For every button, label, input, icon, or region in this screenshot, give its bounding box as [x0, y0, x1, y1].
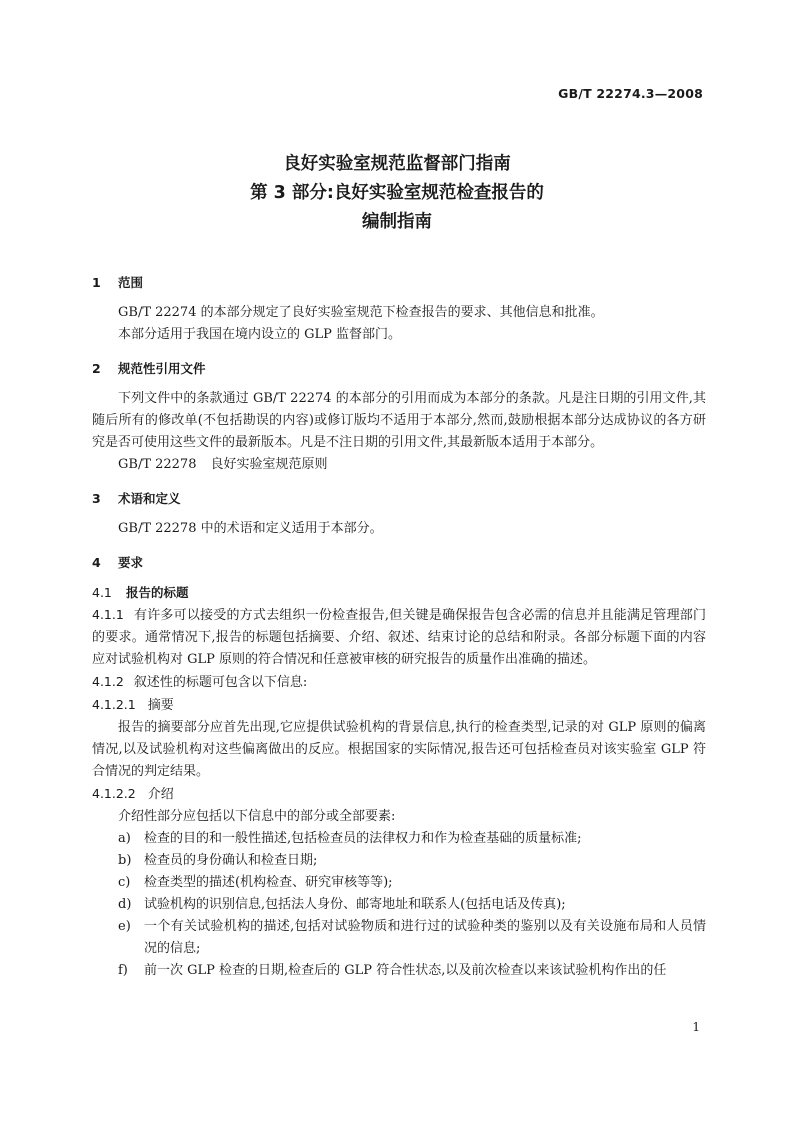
requirements-list: [92, 828, 706, 982]
list-item: [92, 894, 706, 916]
section-number: 3: [92, 491, 101, 506]
list-text: 一个有关试验机构的描述,包括对试验物质和进行过的试验种类的鉴别以及有关设施布局和人员情况的信息;: [144, 919, 706, 956]
list-item: [92, 828, 706, 850]
clause-number: 4.1.2.2: [92, 786, 136, 801]
list-item: [92, 960, 706, 982]
reference-title: 良好实验室规范原则: [210, 457, 328, 472]
section-title: 范围: [118, 275, 144, 290]
paragraph: GB/T 22278 中的术语和定义适用于本部分。: [118, 521, 383, 536]
clause-text: 叙述性的标题可包含以下信息:: [133, 675, 308, 690]
paragraph: 介绍性部分应包括以下信息中的部分或全部要素:: [118, 809, 396, 824]
section-title: 术语和定义: [118, 491, 181, 506]
section-4-heading: [92, 552, 706, 574]
section-number: 2: [92, 361, 101, 376]
list-item: [92, 872, 706, 894]
section-2-heading: [92, 358, 706, 380]
reference-code: GB/T 22278: [118, 457, 197, 472]
clause-4-1-1: [92, 604, 706, 671]
list-text: 前一次 GLP 检查的日期,检查后的 GLP 符合性状态,以及前次检查以来该试验机构作出的任: [144, 963, 667, 978]
list-text: 检查员的身份确认和检查日期;: [144, 853, 318, 868]
list-item: [92, 916, 706, 960]
list-marker: e): [118, 919, 131, 934]
clause-4-1-2-1-heading: [92, 694, 706, 717]
page-number: 1: [692, 1020, 700, 1034]
list-text: 检查类型的描述(机构检查、研究审核等等);: [144, 875, 393, 890]
section-number: 4: [92, 555, 101, 570]
subsection-number: 4.1: [92, 585, 112, 600]
list-marker: c): [118, 875, 131, 890]
list-marker: a): [118, 831, 131, 846]
list-item: [92, 850, 706, 872]
clause-title: 介绍: [147, 787, 174, 802]
clause-number: 4.1.1: [92, 607, 124, 622]
section-title: 要求: [118, 555, 144, 570]
list-marker: d): [118, 897, 132, 912]
paragraph: 下列文件中的条款通过 GB/T 22274 的本部分的引用而成为本部分的条款。凡是注日期的引用文件,其随后所有的修改单(不包括勘误的内容)或修订版均不适用于本部分,然而,鼓励根据本部分达成协议的各方研究是否可使用这些文件的最新版本。凡是不注日期的引用文件,其最新版本适用于本部分。: [92, 391, 706, 450]
document-title: [0, 150, 794, 237]
normative-reference: [92, 454, 706, 476]
title-line-3: 编制指南: [362, 212, 432, 232]
standard-number: GB/T 22274.3—2008: [558, 86, 703, 101]
subsection-4-1-heading: [92, 582, 706, 604]
list-marker: b): [118, 853, 132, 868]
title-line-1: 良好实验室规范监督部门指南: [283, 154, 511, 174]
section-title: 规范性引用文件: [118, 361, 206, 376]
clause-4-1-2-2-heading: [92, 783, 706, 806]
document-body: [92, 272, 706, 982]
section-3-heading: [92, 488, 706, 510]
section-1-heading: [92, 272, 706, 294]
list-marker: f): [118, 963, 128, 978]
subsection-title: 报告的标题: [126, 585, 189, 600]
clause-text: 有许多可以接受的方式去组织一份检查报告,但关键是确保报告包含必需的信息并且能满足管理部门的要求。通常情况下,报告的标题包括摘要、介绍、叙述、结束讨论的总结和附录。各部分标题下面的内容应对试验机构对 GLP 原则的符合情况和任意被审核的研究报告的质量作出准确的描述。: [92, 608, 706, 667]
section-number: 1: [92, 275, 101, 290]
title-line-2: 第 3 部分:良好实验室规范检查报告的: [250, 183, 544, 203]
list-text: 试验机构的识别信息,包括法人身份、邮寄地址和联系人(包括电话及传真);: [144, 897, 566, 912]
clause-title: 摘要: [147, 698, 174, 713]
clause-number: 4.1.2: [92, 674, 124, 689]
clause-4-1-2: [92, 671, 706, 694]
paragraph: GB/T 22274 的本部分规定了良好实验室规范下检查报告的要求、其他信息和批准。: [118, 305, 604, 320]
paragraph: 报告的摘要部分应首先出现,它应提供试验机构的背景信息,执行的检查类型,记录的对 GLP 原则的偏离情况,以及试验机构对这些偏离做出的反应。根据国家的实际情况,报告还可包括检查员对该实验室 GLP 符合情况的判定结果。: [92, 720, 706, 779]
paragraph: 本部分适用于我国在境内设立的 GLP 监督部门。: [118, 327, 402, 342]
list-text: 检查的目的和一般性描述,包括检查员的法律权力和作为检查基础的质量标准;: [144, 831, 582, 846]
clause-number: 4.1.2.1: [92, 697, 136, 712]
